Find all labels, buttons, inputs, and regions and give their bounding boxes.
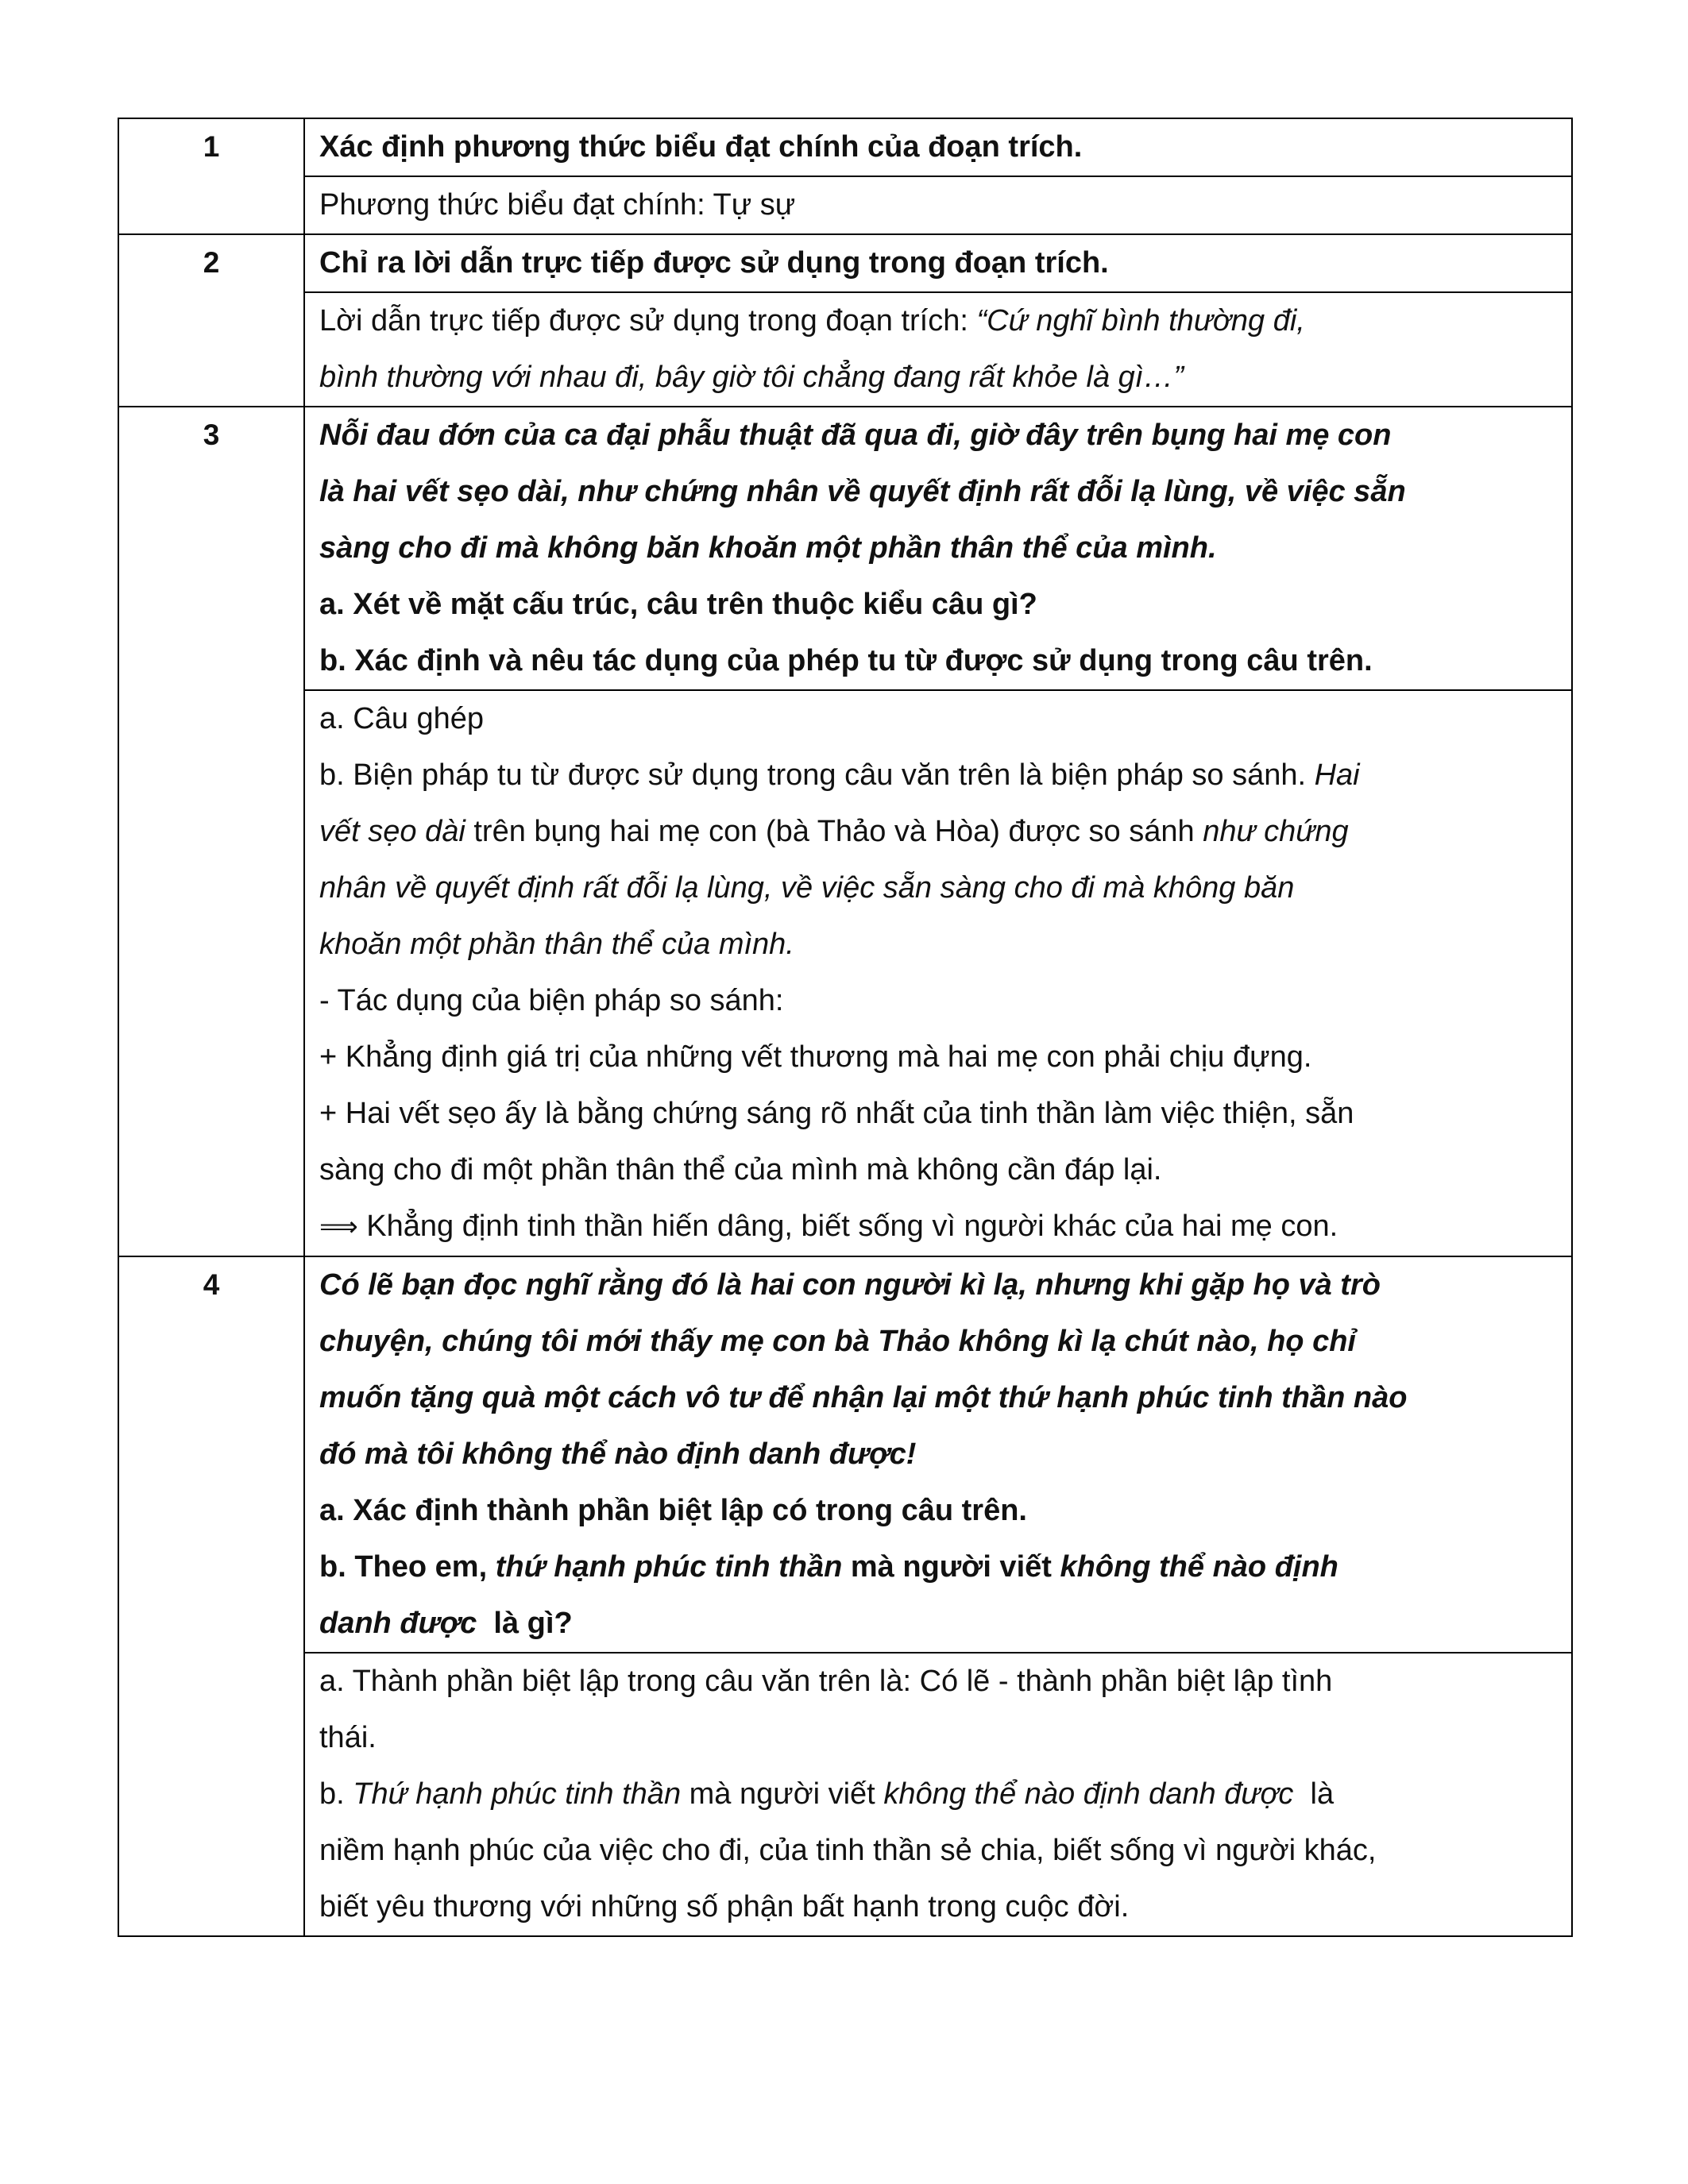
quoted-sentence-line: sàng cho đi mà không băn khoăn một phần thân thể của mình. bbox=[319, 531, 1217, 565]
question-b-italic: danh được bbox=[319, 1607, 477, 1640]
direct-quote-continued: bình thường với nhau đi, bây giờ tôi chẳng đang rất khỏe là gì…” bbox=[319, 361, 1184, 394]
answer-b-text: là bbox=[1293, 1777, 1335, 1811]
effect-title: - Tác dụng của biện pháp so sánh: bbox=[319, 984, 784, 1017]
quoted-sentence-line: đó mà tôi không thể nào định danh được! bbox=[319, 1437, 917, 1471]
answer-b-italic: Hai bbox=[1314, 758, 1360, 792]
double-arrow-icon: ⟹ bbox=[319, 1211, 358, 1243]
quoted-sentence-line: là hai vết sẹo dài, như chứng nhân về quyết định rất đỗi lạ lùng, về việc sẵn bbox=[319, 475, 1406, 508]
quoted-sentence-line: chuyện, chúng tôi mới thấy mẹ con bà Thảo không kì lạ chút nào, họ chỉ bbox=[319, 1325, 1356, 1358]
question-a: a. Xét về mặt cấu trúc, câu trên thuộc kiểu câu gì? bbox=[319, 588, 1037, 621]
row-4-answer bbox=[118, 1653, 1572, 1936]
row-number: 3 bbox=[118, 407, 304, 1256]
row-2-question bbox=[118, 234, 1572, 292]
row-number: 4 bbox=[118, 1256, 304, 1936]
answer-text bbox=[304, 690, 1572, 1256]
answer-b-line bbox=[319, 1766, 1557, 1823]
answer-text bbox=[304, 176, 1572, 234]
answer-a-continued: thái. bbox=[319, 1721, 377, 1754]
row-number: 1 bbox=[118, 118, 304, 234]
answer-b-continued: biết yêu thương với những số phận bất hạnh trong cuộc đời. bbox=[319, 1890, 1130, 1924]
effect-item: + Khẳng định giá trị của những vết thương mà hai mẹ con phải chịu đựng. bbox=[319, 1040, 1312, 1074]
question-b-text: mà người viết bbox=[842, 1550, 1060, 1584]
qa-table bbox=[118, 118, 1573, 1937]
question-text bbox=[304, 407, 1572, 690]
row-1-answer bbox=[118, 176, 1572, 234]
answer-b-continued: niềm hạnh phúc của việc cho đi, của tinh thần sẻ chia, biết sống vì người khác, bbox=[319, 1834, 1377, 1867]
question-b: b. Xác định và nêu tác dụng của phép tu từ được sử dụng trong câu trên. bbox=[319, 644, 1373, 677]
answer-b-italic: vết sẹo dài bbox=[319, 815, 465, 848]
question-a: a. Xác định thành phần biệt lập có trong câu trên. bbox=[319, 1494, 1027, 1527]
answer-b-italic-line: khoăn một phần thân thể của mình. bbox=[319, 928, 794, 961]
answer-prefix: Lời dẫn trực tiếp được sử dụng trong đoạn trích: bbox=[319, 304, 977, 338]
question-b-italic: không thể nào định bbox=[1060, 1550, 1338, 1584]
question-b-text: b. Theo em, bbox=[319, 1550, 496, 1584]
answer-b-text: b. Biện pháp tu từ được sử dụng trong câu văn trên là biện pháp so sánh. bbox=[319, 758, 1315, 792]
answer-b-text: mà người viết bbox=[681, 1777, 884, 1811]
question-b-continued bbox=[319, 1596, 1557, 1652]
answer-b-italic: không thể nào định danh được bbox=[883, 1777, 1294, 1811]
answer-a: a. Thành phần biệt lập trong câu văn trên là: Có lẽ - thành phần biệt lập tình bbox=[319, 1665, 1333, 1698]
quoted-sentence-line: Có lẽ bạn đọc nghĩ rằng đó là hai con người kì lạ, nhưng khi gặp họ và trò bbox=[319, 1268, 1381, 1302]
row-3-answer bbox=[118, 690, 1572, 1256]
answer-b-text: trên bụng hai mẹ con (bà Thảo và Hòa) được so sánh bbox=[465, 815, 1203, 848]
quoted-sentence-line: muốn tặng quà một cách vô tư để nhận lại một thứ hạnh phúc tinh thần nào bbox=[319, 1381, 1408, 1414]
answer-text bbox=[304, 292, 1572, 407]
answer-b-italic-line: nhân về quyết định rất đỗi lạ lùng, về việc sẵn sàng cho đi mà không băn bbox=[319, 871, 1295, 905]
question-line: Xác định phương thức biểu đạt chính của đoạn trích. bbox=[319, 130, 1083, 164]
question-text bbox=[304, 118, 1572, 176]
answer-b-italic: như chứng bbox=[1203, 815, 1349, 848]
answer-line bbox=[319, 293, 1557, 349]
question-text bbox=[304, 1256, 1572, 1653]
answer-line: Phương thức biểu đạt chính: Tự sự bbox=[319, 188, 796, 222]
quoted-sentence-line: Nỗi đau đớn của ca đại phẫu thuật đã qua đi, giờ đây trên bụng hai mẹ con bbox=[319, 419, 1392, 452]
answer-b-line bbox=[319, 747, 1557, 804]
direct-quote: “Cứ nghĩ bình thường đi, bbox=[976, 304, 1305, 338]
question-b bbox=[319, 1539, 1557, 1596]
question-line: Chỉ ra lời dẫn trực tiếp được sử dụng trong đoạn trích. bbox=[319, 246, 1109, 280]
question-b-text: là gì? bbox=[477, 1607, 573, 1640]
answer-text bbox=[304, 1653, 1572, 1936]
answer-b-italic: Thứ hạnh phúc tinh thần bbox=[353, 1777, 682, 1811]
question-b-italic: thứ hạnh phúc tinh thần bbox=[495, 1550, 843, 1584]
effect-item-continued: sàng cho đi một phần thân thể của mình mà không cần đáp lại. bbox=[319, 1153, 1162, 1187]
conclusion-line bbox=[319, 1198, 1557, 1256]
question-text bbox=[304, 234, 1572, 292]
conclusion-text: Khẳng định tinh thần hiến dâng, biết sống vì người khác của hai mẹ con. bbox=[357, 1210, 1338, 1243]
answer-b-line bbox=[319, 804, 1557, 860]
effect-item: + Hai vết sẹo ấy là bằng chứng sáng rõ nhất của tinh thần làm việc thiện, sẵn bbox=[319, 1097, 1354, 1130]
row-1-question bbox=[118, 118, 1572, 176]
answer-a: a. Câu ghép bbox=[319, 702, 485, 735]
row-number: 2 bbox=[118, 234, 304, 407]
row-2-answer bbox=[118, 292, 1572, 407]
answer-b-text: b. bbox=[319, 1777, 353, 1811]
row-3-question bbox=[118, 407, 1572, 690]
row-4-question bbox=[118, 1256, 1572, 1653]
